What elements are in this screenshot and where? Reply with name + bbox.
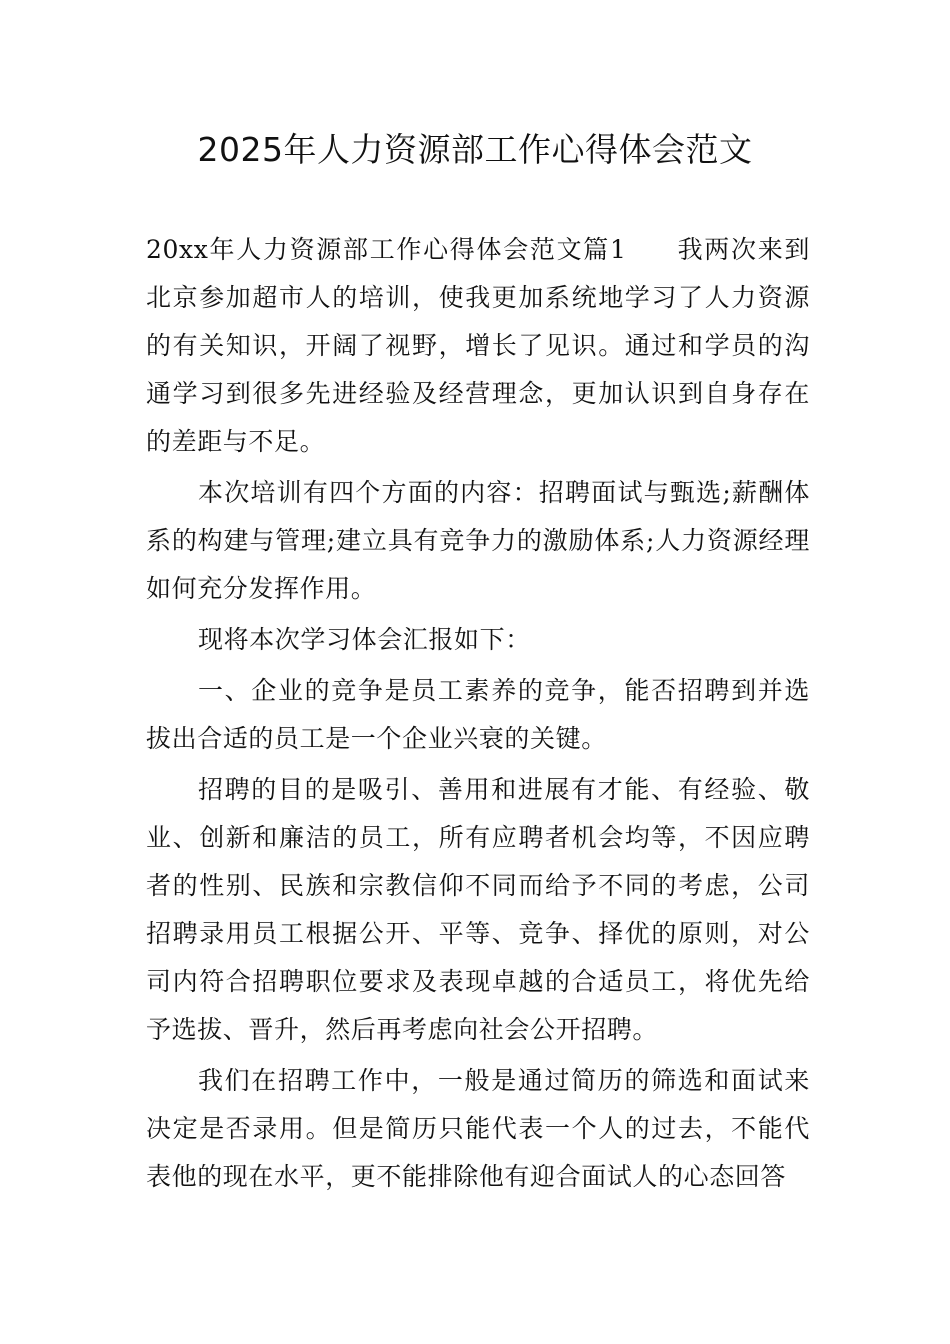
paragraph-2: 本次培训有四个方面的内容：招聘面试与甄选;薪酬体系的构建与管理;建立具有竞争力的激励体系;人力资源经理如何充分发挥作用。 <box>146 478 810 603</box>
paragraph-6: 我们在招聘工作中，一般是通过简历的筛选和面试来决定是否录用。但是简历只能代表一个人的过去，不能代表他的现在水平，更不能排除他有迎合面试人的心态回答 <box>146 1066 810 1191</box>
paragraph-4: 一、企业的竞争是员工素养的竞争，能否招聘到并选拔出合适的员工是一个企业兴衰的关键。 <box>146 676 810 753</box>
document-body <box>146 226 810 1204</box>
document-title: 2025年人力资源部工作心得体会范文 <box>197 130 753 169</box>
paragraph-1: 我两次来到北京参加超市人的培训，使我更加系统地学习了人力资源的有关知识，开阔了视野，增长了见识。通过和学员的沟通学习到很多先进经验及经营理念，更加认识到自身存在的差距与不足。 <box>146 235 810 456</box>
first-paragraph <box>146 226 810 466</box>
section-heading: 20xx年人力资源部工作心得体会范文篇1 <box>146 235 627 264</box>
paragraph-5: 招聘的目的是吸引、善用和进展有才能、有经验、敬业、创新和廉洁的员工，所有应聘者机会均等，不因应聘者的性别、民族和宗教信仰不同而给予不同的考虑，公司招聘录用员工根据公开、平等、竞争、择优的原则，对公司内符合招聘职位要求及表现卓越的合适员工，将优先给予选拔、晋升，然后再考虑向社会公开招聘。 <box>146 775 810 1044</box>
paragraph-3: 现将本次学习体会汇报如下： <box>198 625 531 654</box>
